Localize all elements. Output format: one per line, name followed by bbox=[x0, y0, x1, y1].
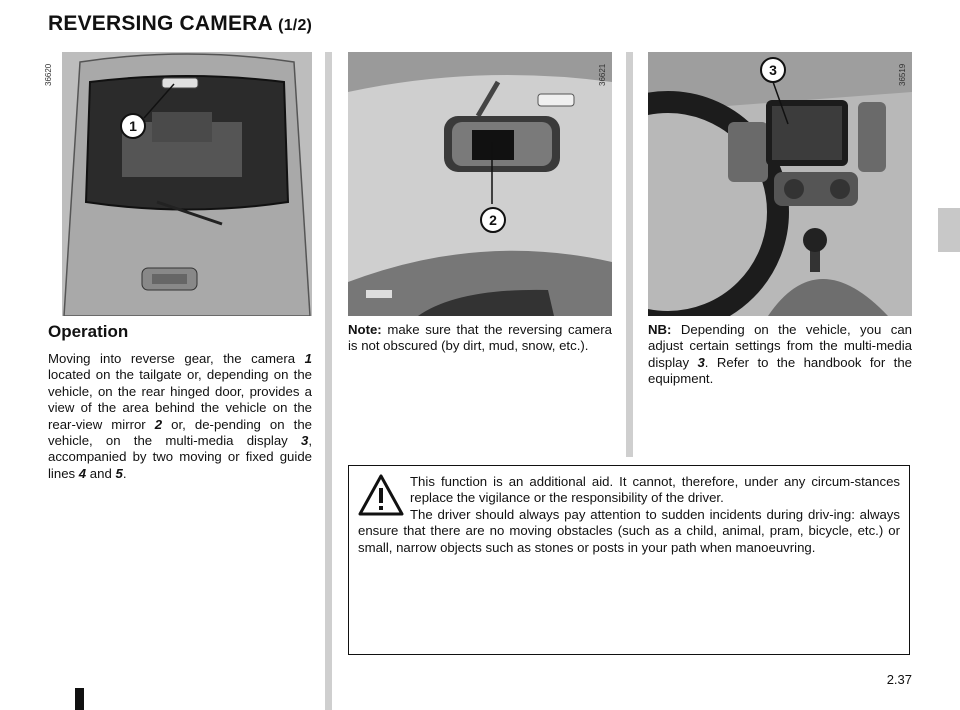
callout-leader bbox=[348, 52, 612, 316]
section-tab bbox=[938, 208, 960, 252]
page-title: REVERSING CAMERA (1/2) bbox=[48, 12, 313, 35]
figure-code: 36621 bbox=[598, 63, 607, 86]
callout-2: 2 bbox=[480, 207, 506, 233]
callout-3: 3 bbox=[760, 57, 786, 83]
column-divider bbox=[325, 52, 332, 710]
warning-paragraph-1: This function is an additional aid. It cannot, therefore, under any circum-stances replace the vigilance or the responsibility of the driver. bbox=[410, 474, 900, 506]
operation-text: Moving into reverse gear, the camera 1 located on the tailgate or, depending on the vehicle, on the rear hinged door, provides a view of the area behind the vehicle on the rear-view mirror 2 or, de-pending on the vehicle, on the multi-media display 3, accompanied by two moving or fixed guide lines 4 and 5. bbox=[48, 351, 312, 481]
note-text: Note: make sure that the reversing camera is not obscured (by dirt, mud, snow, etc.). bbox=[348, 322, 612, 354]
nb-text: NB: Depending on the vehicle, you can adjust certain settings from the multi-media display 3. Refer to the handbook for the equipment. bbox=[648, 322, 912, 387]
column-divider bbox=[626, 52, 633, 457]
warning-paragraph-2: The driver should always pay attention to sudden incidents during driv-ing: always ensure that there are no moving obstacles (such as a child, animal, pram, bicycle, etc.) or small, narrow objects such as stones or posts in your path when manoeuvring. bbox=[358, 506, 900, 555]
corner-mark bbox=[75, 688, 84, 710]
warning-box bbox=[348, 465, 910, 655]
nb-label: NB: bbox=[648, 322, 672, 337]
operation-section bbox=[48, 322, 312, 482]
figure-code: 36519 bbox=[898, 63, 907, 86]
page-title-part: (1/2) bbox=[278, 17, 313, 34]
operation-heading: Operation bbox=[48, 322, 129, 341]
warning-text bbox=[358, 474, 900, 556]
callout-leader bbox=[648, 52, 912, 316]
warning-triangle-icon bbox=[358, 474, 404, 516]
figure-code: 36620 bbox=[44, 63, 53, 86]
callout-leader bbox=[62, 52, 312, 316]
callout-1: 1 bbox=[120, 113, 146, 139]
page-number: 2.37 bbox=[886, 672, 912, 687]
note-label: Note: bbox=[348, 322, 382, 337]
